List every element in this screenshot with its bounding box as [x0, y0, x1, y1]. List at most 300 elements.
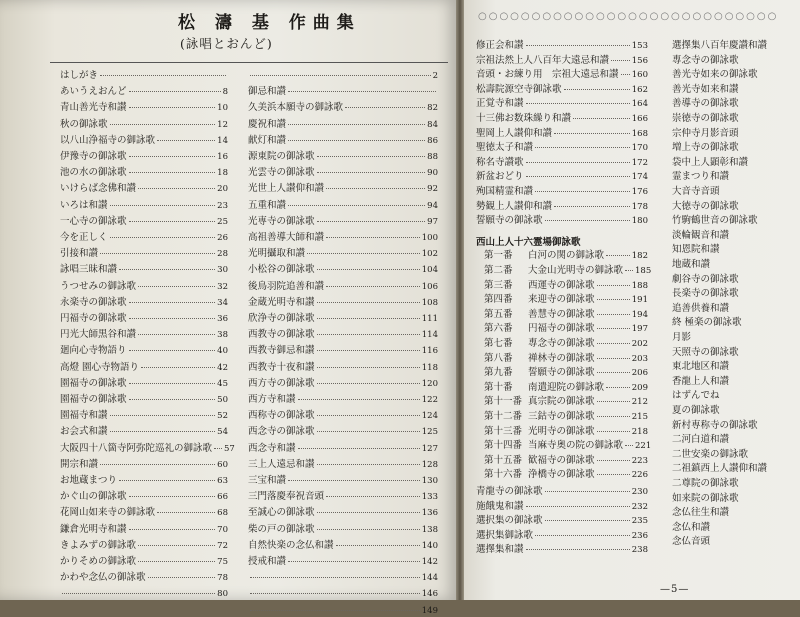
toc-leader-dots	[606, 255, 630, 256]
toc-entry	[248, 507, 438, 519]
toc-leader-dots	[119, 480, 215, 481]
toc-entry	[60, 378, 228, 390]
toc-entry-title: 光明寺の御詠歌	[528, 425, 595, 437]
page-subtitle: (詠唱とおんど)	[180, 36, 273, 51]
toc-entry-title: 西教寺の御詠歌	[248, 329, 315, 341]
toc-leader-dots	[110, 124, 216, 125]
toc-entry: 崇徳寺の御詠歌	[672, 113, 739, 124]
toc-entry: 大徳寺の御詠歌	[672, 200, 739, 212]
toc-entry-page: 97	[427, 216, 438, 227]
toc-entry-number: 第五番	[484, 308, 513, 320]
toc-entry	[60, 507, 228, 519]
toc-leader-dots	[597, 358, 630, 359]
toc-leader-dots	[317, 529, 420, 530]
toc-entry-page: 54	[217, 427, 228, 438]
toc-leader-dots	[129, 399, 216, 400]
toc-entry-page: 57	[224, 443, 235, 454]
toc-leader-dots	[129, 383, 216, 384]
toc-entry	[476, 128, 648, 140]
toc-entry	[248, 281, 438, 293]
toc-entry	[484, 411, 648, 423]
toc-entry-title: 大金山光明寺の御詠歌	[528, 265, 624, 276]
toc-entry-page: 63	[217, 476, 228, 486]
toc-entry-page: 80	[217, 589, 228, 600]
toc-entry	[60, 410, 228, 422]
toc-entry	[248, 524, 438, 536]
toc-leader-dots	[317, 302, 420, 303]
toc-entry-page: 100	[421, 233, 438, 243]
toc-entry-title: 青龍寺の御詠歌	[476, 486, 543, 497]
toc-entry	[248, 378, 438, 390]
toc-entry: 月影	[672, 332, 692, 343]
toc-entry	[476, 215, 648, 227]
toc-entry-page: 118	[421, 362, 438, 373]
toc-entry	[476, 501, 648, 513]
toc-entry-page: 90	[427, 168, 438, 179]
toc-entry-page: 197	[631, 324, 648, 335]
binding-rings: ○○○○○○○○○○○○○○○○○○○○○○○○○○○○	[478, 11, 779, 22]
toc-entry	[60, 556, 228, 568]
toc-entry-page: 235	[631, 516, 648, 527]
toc-entry	[248, 216, 438, 228]
toc-leader-dots	[250, 593, 420, 594]
toc-entry-title: 園福寺和讃	[60, 410, 108, 422]
toc-leader-dots	[597, 474, 630, 475]
toc-entry-page: 102	[421, 249, 438, 260]
toc-leader-dots	[597, 372, 630, 373]
toc-entry-page: 191	[631, 295, 648, 306]
toc-entry: 善光寺如来の御詠歌	[672, 69, 758, 81]
toc-entry	[476, 157, 648, 169]
toc-entry-page: 111	[421, 314, 438, 324]
toc-leader-dots	[597, 314, 630, 315]
toc-leader-dots	[564, 89, 630, 90]
toc-leader-dots	[100, 253, 215, 254]
toc-leader-dots	[62, 593, 215, 594]
toc-entry	[248, 183, 438, 195]
toc-entry-page: 182	[631, 251, 648, 262]
toc-entry-page: 75	[217, 557, 228, 567]
toc-entry-number: 第九番	[484, 367, 513, 379]
toc-leader-dots	[317, 431, 420, 432]
toc-entry	[248, 70, 438, 82]
toc-leader-dots	[288, 205, 425, 206]
toc-entry-title: 称名寺讃歌	[476, 156, 524, 168]
toc-leader-dots	[526, 45, 630, 46]
toc-entry	[484, 338, 648, 350]
toc-entry-page: 40	[217, 346, 228, 357]
toc-entry-number: 第二番	[484, 265, 513, 276]
toc-entry-page: 72	[217, 540, 228, 551]
toc-entry-title: 詠唱三昧和讃	[60, 264, 118, 276]
toc-entry	[60, 151, 228, 163]
toc-entry-page: 124	[421, 411, 438, 422]
toc-entry: 念仏往生和讃	[672, 507, 730, 519]
section-heading: 西山上人十六霊場御詠歌	[476, 236, 581, 248]
toc-leader-dots	[288, 91, 436, 92]
toc-entry-title: 宗祖法然上人八百年大遠忌和讃	[476, 54, 610, 66]
toc-entry-title: 三門落慶奉祝音頭	[248, 491, 325, 503]
toc-entry-title: 誓願寺の御詠歌	[528, 367, 595, 379]
toc-leader-dots	[317, 512, 420, 513]
toc-leader-dots	[250, 610, 420, 611]
toc-entry: 香龍上人和讃	[672, 375, 730, 387]
toc-entry	[484, 455, 648, 467]
toc-entry-page: 8	[222, 87, 228, 98]
toc-entry-title: 一心寺の御詠歌	[60, 215, 127, 227]
toc-leader-dots	[573, 118, 630, 119]
toc-entry	[60, 70, 228, 82]
toc-entry-page: 185	[635, 266, 652, 276]
toc-entry-title: 青山善光寺和讃	[60, 102, 127, 114]
toc-entry-page: 176	[631, 187, 648, 197]
toc-entry	[248, 475, 438, 487]
toc-entry-title: 西教寺御忌和讃	[248, 345, 315, 357]
toc-entry-title: 授戒和讃	[248, 556, 287, 567]
toc-entry-title: 自然快楽の念仏和讃	[248, 539, 334, 551]
book-gutter	[456, 0, 464, 600]
toc-entry	[60, 394, 228, 406]
toc-entry-page: 202	[631, 339, 648, 349]
toc-leader-dots	[545, 491, 630, 492]
toc-entry-title: 光雲寺の御詠歌	[248, 167, 315, 179]
toc-entry	[484, 440, 652, 452]
toc-entry-page: 130	[421, 476, 438, 486]
toc-entry-number: 第三番	[484, 279, 513, 291]
toc-entry	[248, 588, 438, 600]
toc-entry	[476, 186, 648, 198]
toc-entry-page: 226	[631, 470, 648, 481]
toc-entry-page: 215	[631, 412, 648, 422]
toc-leader-dots	[138, 188, 215, 189]
toc-entry	[484, 250, 648, 262]
toc-entry: 長楽寺の御詠歌	[672, 288, 739, 300]
toc-entry-title: 円福寺の御詠歌	[60, 313, 127, 324]
page-title: 松 濤 基 作曲集	[178, 13, 361, 33]
toc-entry-page: 94	[427, 200, 438, 211]
toc-entry-page: 12	[217, 119, 228, 130]
toc-entry-page: 30	[217, 265, 228, 276]
toc-leader-dots	[326, 496, 420, 497]
toc-entry-title: 高燈 園心寺物語り	[60, 361, 140, 373]
toc-entry-title: お地蔵まつり	[60, 475, 118, 486]
toc-entry-title: 今を正しく	[60, 232, 108, 243]
toc-leader-dots	[326, 188, 425, 189]
toc-entry-title: 秋の御詠歌	[60, 118, 108, 130]
toc-leader-dots	[129, 318, 216, 319]
toc-leader-dots	[554, 206, 630, 207]
toc-entry-page: 18	[217, 168, 228, 179]
toc-entry: 善光寺如来和讃	[672, 83, 739, 95]
toc-leader-dots	[307, 253, 420, 254]
toc-entry	[248, 102, 438, 114]
toc-entry-page: 32	[217, 281, 228, 292]
toc-leader-dots	[129, 172, 216, 173]
toc-entry	[476, 142, 648, 154]
toc-entry-title: 選択集の御詠歌	[476, 515, 543, 527]
toc-entry-title: はしがき	[60, 70, 99, 81]
toc-leader-dots	[288, 561, 420, 562]
toc-entry	[60, 313, 228, 325]
toc-leader-dots	[317, 156, 426, 157]
toc-entry-title: 西称寺の御詠歌	[248, 410, 315, 422]
toc-entry-title: かわや念仏の御詠歌	[60, 572, 146, 584]
toc-entry: 宗仲寺月影音頭	[672, 127, 739, 139]
toc-leader-dots	[535, 191, 630, 192]
toc-entry-page: 70	[217, 524, 228, 535]
toc-leader-dots	[298, 448, 420, 449]
toc-leader-dots	[138, 286, 215, 287]
toc-entry-page: 20	[217, 184, 228, 195]
toc-entry-page: 78	[217, 573, 228, 584]
toc-entry-page: 238	[631, 545, 648, 556]
toc-leader-dots	[129, 107, 216, 108]
toc-entry-title: 至誠心の御詠歌	[248, 507, 315, 519]
toc-entry-page: 168	[631, 128, 648, 139]
toc-entry: 知恩院和讃	[672, 244, 720, 256]
toc-entry-page: 146	[421, 589, 438, 600]
toc-entry-title: 光世上人讃仰和讃	[248, 183, 325, 195]
toc-entry-page: 84	[427, 119, 438, 130]
toc-entry: 念仏和讃	[672, 521, 711, 533]
toc-leader-dots	[129, 156, 216, 157]
title-divider	[50, 62, 448, 63]
toc-leader-dots	[119, 269, 215, 270]
toc-entry-page: 34	[217, 297, 228, 308]
toc-entry-title: 円光大師黒谷和讃	[60, 329, 137, 341]
toc-entry-number: 第十四番	[484, 440, 523, 452]
toc-entry-title: 西方寺和讃	[248, 394, 296, 405]
toc-entry-title: 西方寺の御詠歌	[248, 377, 315, 389]
toc-entry-page: 162	[631, 84, 648, 95]
toc-entry-page: 86	[427, 135, 438, 146]
toc-entry	[60, 572, 228, 584]
toc-entry	[248, 297, 438, 309]
toc-leader-dots	[526, 103, 630, 104]
toc-leader-dots	[317, 415, 420, 416]
toc-leader-dots	[597, 343, 630, 344]
toc-entry-title: 西教寺十夜和讃	[248, 361, 315, 373]
toc-entry-title: 当麻寺奥の院の御詠歌	[528, 440, 624, 452]
toc-entry	[484, 280, 648, 292]
toc-entry-title: 三宝和讃	[248, 475, 287, 486]
toc-entry-title: 三上人遠忌和讃	[248, 458, 315, 470]
toc-leader-dots	[535, 147, 630, 148]
toc-leader-dots	[606, 387, 630, 388]
toc-entry: 袋中上人顕彰和讃	[672, 156, 749, 168]
toc-entry	[60, 264, 228, 276]
toc-entry: はずんでね	[672, 390, 720, 402]
toc-entry-title: 選択集御詠歌	[476, 529, 534, 541]
toc-leader-dots	[250, 577, 420, 578]
toc-entry	[476, 486, 648, 498]
toc-leader-dots	[129, 529, 216, 530]
toc-entry-title: 西念寺の御詠歌	[248, 426, 315, 438]
toc-leader-dots	[288, 124, 425, 125]
toc-leader-dots	[288, 140, 425, 141]
toc-entry: 増上寺の御詠歌	[672, 142, 739, 154]
toc-leader-dots	[250, 75, 431, 76]
toc-leader-dots	[157, 140, 215, 141]
toc-leader-dots	[288, 480, 420, 481]
toc-entry	[476, 40, 648, 52]
toc-entry-title: 歓福寺の御詠歌	[528, 454, 595, 466]
toc-entry-title: 修正会和讃	[476, 40, 524, 51]
toc-entry: 專念寺の御詠歌	[672, 54, 739, 66]
toc-entry	[60, 200, 228, 212]
toc-leader-dots	[317, 318, 420, 319]
toc-entry-title: いけらば念佛和讃	[60, 183, 137, 195]
toc-entry-title: 柴の戸の御詠歌	[248, 523, 315, 535]
toc-leader-dots	[298, 399, 420, 400]
toc-entry	[60, 588, 228, 600]
toc-entry	[476, 69, 648, 81]
toc-leader-dots	[129, 91, 221, 92]
toc-entry-page: 14	[217, 135, 228, 146]
toc-entry	[476, 544, 648, 556]
toc-entry-page: 206	[631, 368, 648, 379]
toc-entry	[60, 459, 228, 471]
toc-entry-title: 善慧寺の御詠歌	[528, 308, 595, 320]
toc-entry-page: 38	[217, 330, 228, 341]
toc-leader-dots	[110, 415, 216, 416]
toc-entry-page: 36	[217, 314, 228, 324]
toc-entry	[60, 524, 228, 536]
toc-entry	[248, 313, 438, 325]
toc-leader-dots	[110, 205, 216, 206]
toc-entry	[248, 605, 438, 617]
toc-entry	[248, 410, 438, 422]
toc-entry	[248, 394, 438, 406]
toc-leader-dots	[157, 512, 215, 513]
toc-leader-dots	[526, 162, 630, 163]
toc-entry	[248, 135, 438, 147]
toc-entry-title: 池の水の御詠歌	[60, 167, 127, 179]
toc-entry	[484, 294, 648, 306]
toc-entry-title: 勢観上人讃仰和讃	[476, 200, 553, 212]
toc-entry	[248, 443, 438, 455]
toc-leader-dots	[611, 60, 630, 61]
toc-entry-title: 真宗院の御詠歌	[528, 396, 595, 408]
toc-entry-page: 66	[217, 492, 228, 503]
toc-leader-dots	[317, 367, 420, 368]
toc-entry-title: 施餓鬼和讃	[476, 500, 524, 512]
toc-entry-title: かぐ山の御詠歌	[60, 491, 127, 503]
toc-leader-dots	[554, 133, 630, 134]
toc-entry: 天照寺の御詠歌	[672, 346, 739, 358]
toc-entry-page: 178	[631, 201, 648, 212]
toc-entry	[60, 297, 228, 309]
toc-entry-page: 128	[421, 459, 438, 470]
toc-leader-dots	[129, 496, 216, 497]
toc-leader-dots	[129, 302, 216, 303]
toc-leader-dots	[526, 176, 630, 177]
toc-leader-dots	[317, 221, 426, 222]
toc-leader-dots	[317, 269, 420, 270]
toc-entry-page: 108	[421, 297, 438, 308]
toc-leader-dots	[317, 172, 426, 173]
toc-entry-title: 光明攝取和讃	[248, 248, 306, 260]
toc-entry	[60, 86, 228, 98]
toc-entry-page: 156	[631, 55, 648, 66]
toc-leader-dots	[625, 445, 633, 446]
toc-entry	[60, 102, 228, 114]
toc-entry-page: 172	[631, 157, 648, 168]
toc-entry-page: 16	[217, 152, 228, 162]
toc-entry-title: 聖徳太子和讃	[476, 142, 534, 154]
toc-entry-title: 松壽院源空寺御詠歌	[476, 83, 562, 95]
toc-entry	[248, 329, 438, 341]
toc-entry-page: 230	[631, 487, 648, 497]
toc-entry-title: 鎌倉光明寺和讃	[60, 523, 127, 535]
toc-leader-dots	[326, 286, 420, 287]
toc-entry-page: 127	[421, 443, 438, 454]
toc-entry-title: 正覚寺和讃	[476, 98, 524, 110]
toc-entry-page: 60	[217, 459, 228, 470]
toc-entry-title: 專念寺の御詠歌	[528, 338, 595, 349]
toc-entry: 終 極楽の御詠歌	[672, 317, 742, 329]
toc-entry	[248, 459, 438, 471]
toc-leader-dots	[597, 285, 630, 286]
toc-entry-page: 232	[631, 501, 648, 512]
toc-entry-page: 88	[427, 152, 438, 162]
toc-entry-title: 禅林寺の御詠歌	[528, 352, 595, 364]
toc-entry-page: 25	[217, 216, 228, 227]
toc-entry: 夏の御詠歌	[672, 405, 720, 416]
toc-entry-page: 120	[421, 378, 438, 389]
toc-entry-title: 小松谷の御詠歌	[248, 264, 315, 276]
toc-entry-title: 源東院の御詠歌	[248, 151, 315, 162]
toc-entry-page: 23	[217, 200, 228, 211]
toc-entry-title: 十三佛お数珠繰り和讃	[476, 113, 572, 124]
toc-entry: 追善供養和讃	[672, 302, 730, 314]
toc-entry	[248, 540, 438, 552]
toc-entry	[248, 86, 438, 98]
toc-entry-title: 光専寺の御詠歌	[248, 215, 315, 227]
page-number: —5—	[660, 584, 690, 595]
toc-entry-page: 68	[217, 508, 228, 519]
toc-entry	[60, 345, 228, 357]
toc-entry-page: 203	[631, 353, 648, 364]
toc-entry-title: 御忌和讃	[248, 86, 287, 98]
toc-entry	[484, 382, 648, 394]
toc-entry-title: かりそめの御詠歌	[60, 556, 137, 567]
toc-entry	[484, 469, 648, 481]
toc-entry	[476, 98, 648, 110]
toc-entry	[60, 232, 228, 244]
toc-entry-title: 音頭・お練り用 宗祖大遠忌和讃	[476, 69, 619, 81]
toc-entry-title: 浄橋寺の御詠歌	[528, 469, 595, 481]
toc-entry-title: 引接和讃	[60, 248, 99, 260]
toc-entry	[60, 475, 228, 487]
toc-entry-number: 第八番	[484, 352, 513, 364]
toc-entry	[60, 183, 228, 195]
toc-leader-dots	[138, 561, 215, 562]
toc-entry-page: 82	[427, 103, 438, 114]
toc-leader-dots	[326, 237, 420, 238]
toc-entry-number: 第十三番	[484, 425, 523, 437]
toc-entry-page: 236	[631, 530, 648, 541]
toc-entry-page: 212	[631, 397, 648, 408]
toc-entry-page: 26	[217, 233, 228, 243]
toc-entry-title: 誓願寺の御詠歌	[476, 215, 543, 227]
toc-entry-title: 金蔵光明寺和讃	[248, 296, 315, 308]
toc-entry-page: 92	[427, 184, 438, 195]
toc-entry	[248, 556, 438, 568]
toc-entry	[484, 323, 648, 335]
toc-entry	[60, 119, 228, 131]
toc-leader-dots	[317, 350, 420, 351]
